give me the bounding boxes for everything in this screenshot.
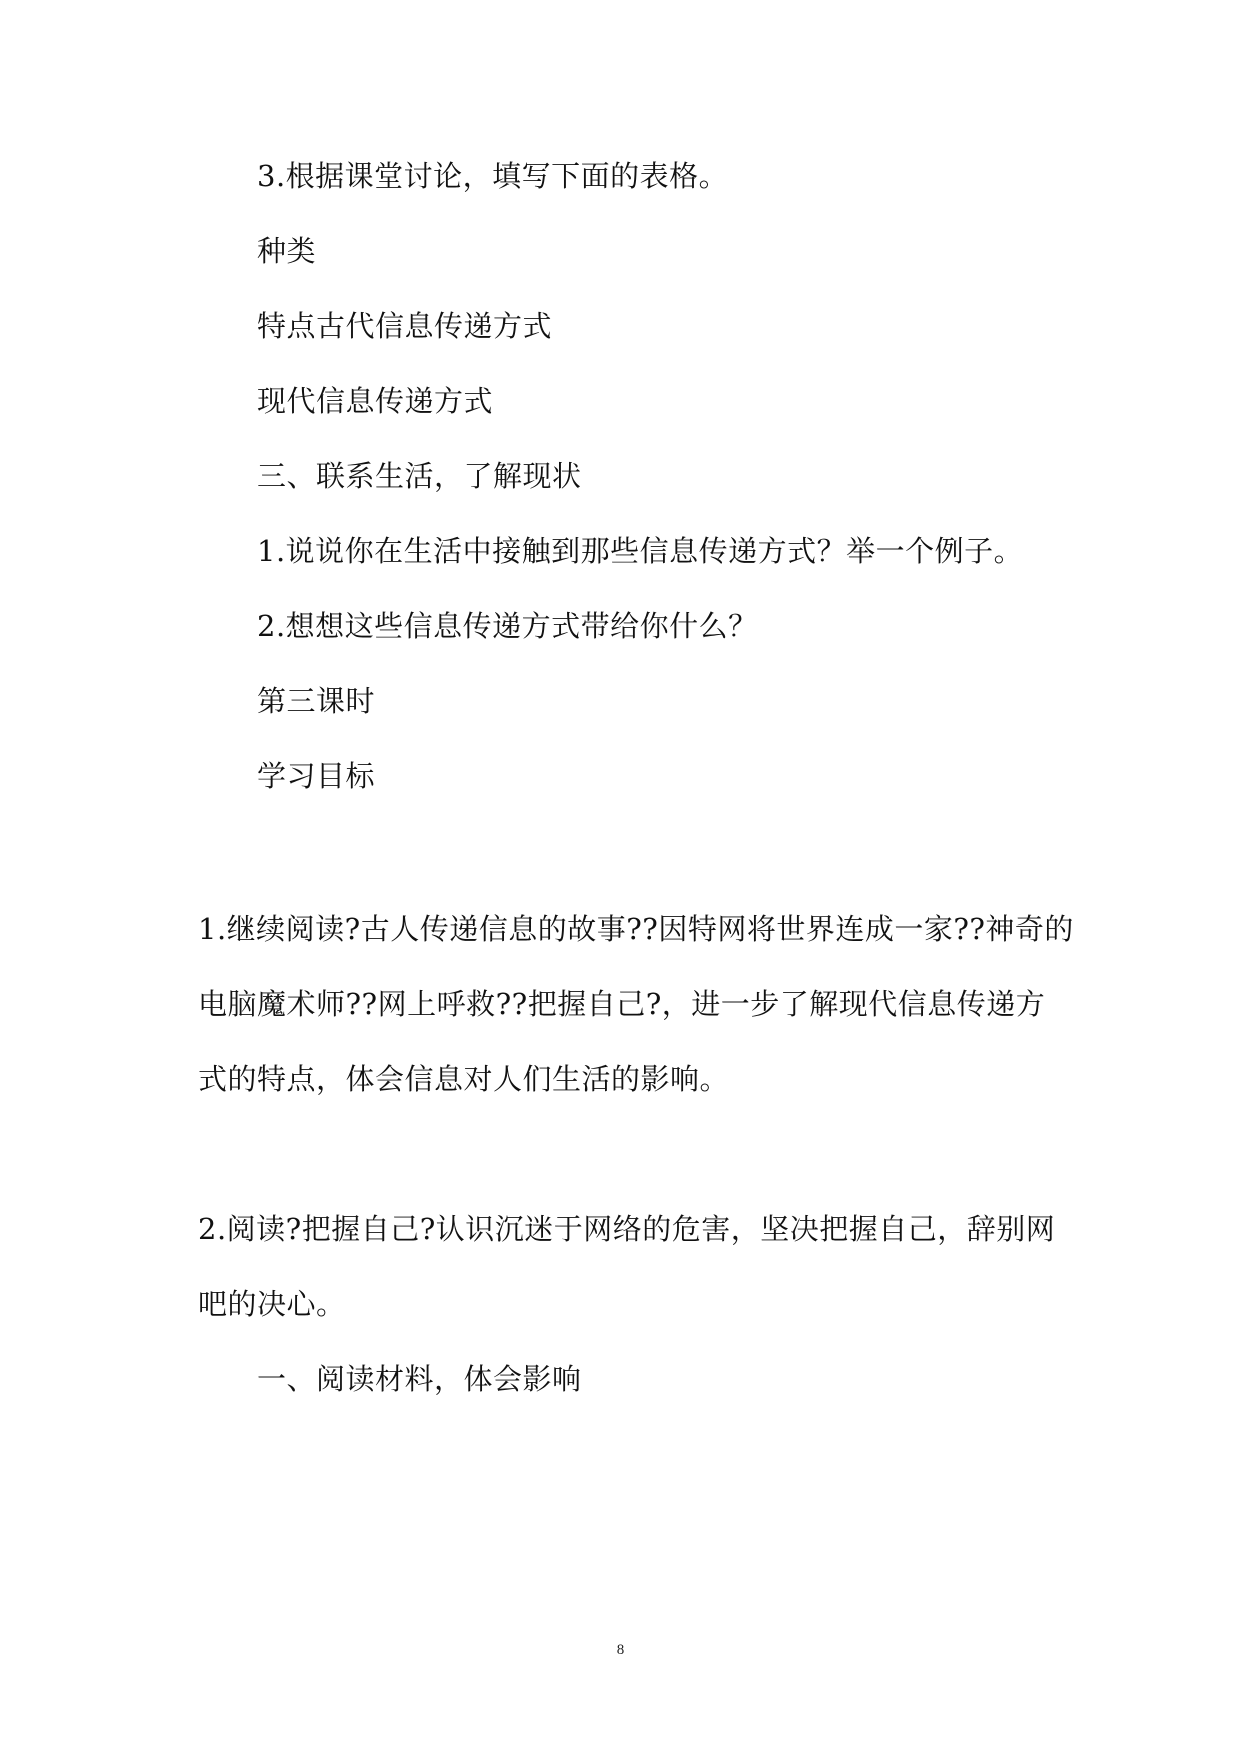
paragraph-modern-methods: 现代信息传递方式 <box>257 384 494 418</box>
page-number: 8 <box>616 1642 625 1658</box>
paragraph-table-instruction: 3.根据课堂讨论，填写下面的表格。 <box>257 159 729 193</box>
paragraph-question-2: 2.想想这些信息传递方式带给你什么？ <box>257 609 758 643</box>
objective-1-line-1: 1.继续阅读?古人传递信息的故事??因特网将世界连成一家??神奇的 <box>198 912 1074 946</box>
objective-1-line-2: 电脑魔术师??网上呼救??把握自己?，进一步了解现代信息传递方 <box>198 987 1046 1021</box>
objective-2-line-2: 吧的决心。 <box>198 1287 346 1321</box>
heading-learning-objectives: 学习目标 <box>257 759 376 793</box>
objective-1-line-3: 式的特点，体会信息对人们生活的影响。 <box>198 1062 730 1096</box>
paragraph-category: 种类 <box>257 234 317 268</box>
paragraph-question-1: 1.说说你在生活中接触到那些信息传递方式？举一个例子。 <box>257 534 1024 568</box>
section-heading-read-materials: 一、阅读材料，体会影响 <box>257 1362 582 1396</box>
section-heading-connect-life: 三、联系生活，了解现状 <box>257 459 582 493</box>
paragraph-ancient-methods: 特点古代信息传递方式 <box>257 309 553 343</box>
lesson-heading-third: 第三课时 <box>257 684 376 718</box>
objective-2-line-1: 2.阅读?把握自己?认识沉迷于网络的危害，坚决把握自己，辞别网 <box>198 1212 1056 1246</box>
